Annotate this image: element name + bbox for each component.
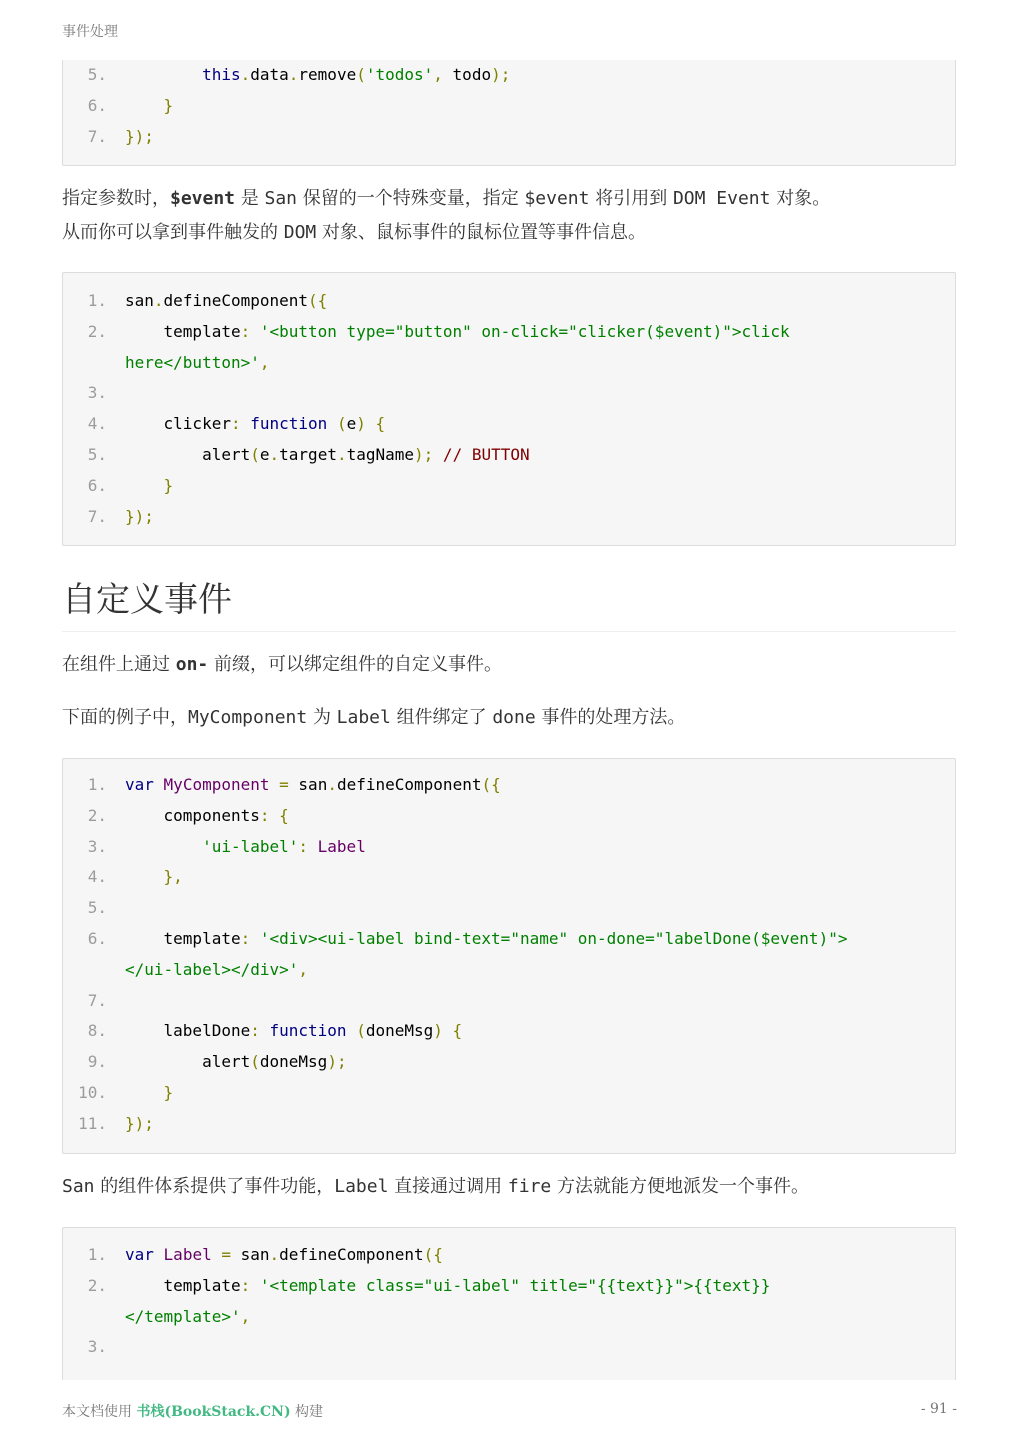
text: 方法就能方便地派发一个事件。 xyxy=(551,1176,809,1197)
code-block-3 xyxy=(62,758,956,1154)
code-content: template: '<template class="ui-label" title="{{text}}">{{text}} xyxy=(125,1275,771,1295)
line-number: 2. xyxy=(87,805,107,825)
code-text: Label xyxy=(336,707,391,728)
line-number: 6. xyxy=(87,95,107,115)
line-number: 2. xyxy=(87,321,107,341)
code-text: $event xyxy=(524,188,590,209)
text: 从而你可以拿到事件触发的 xyxy=(62,222,284,243)
code-line xyxy=(63,378,955,409)
code-line xyxy=(63,286,955,317)
code-content: this.data.remove('todos', todo); xyxy=(202,65,511,84)
paragraph-line xyxy=(62,216,956,250)
code-content: components: { xyxy=(125,805,289,825)
line-number: 11. xyxy=(78,1113,107,1133)
text: 对象。 xyxy=(770,188,831,209)
line-number xyxy=(63,348,107,379)
code-content: clicker: function (e) { xyxy=(125,414,386,434)
code-content: }); xyxy=(125,506,154,526)
code-content: } xyxy=(163,1082,174,1102)
code-content: var MyComponent = san.defineComponent({ xyxy=(125,775,501,794)
code-line xyxy=(63,1016,955,1047)
line-number: 9. xyxy=(87,1052,107,1072)
code-line xyxy=(63,986,955,1017)
text: 保留的一个特殊变量，指定 xyxy=(297,188,525,209)
line-number xyxy=(63,1302,107,1333)
code-line xyxy=(63,317,955,348)
code-line xyxy=(63,1047,955,1078)
code-line xyxy=(63,91,955,122)
footer-brand-link[interactable]: 书栈(BookStack.CN) xyxy=(136,1404,291,1420)
code-content: </ui-label></div>', xyxy=(125,959,309,979)
code-content: here</button>', xyxy=(125,352,270,372)
line-number: 6. xyxy=(87,928,107,948)
code-lines xyxy=(63,1240,955,1363)
code-content: alert(e.target.tagName); // BUTTON xyxy=(125,444,530,464)
line-number: 3. xyxy=(87,1337,107,1357)
line-number: 5. xyxy=(87,444,107,464)
code-text: MyComponent xyxy=(188,707,308,728)
line-number: 1. xyxy=(87,291,107,310)
text: 在组件上通过 xyxy=(62,654,176,675)
code-lines xyxy=(63,770,955,1140)
line-number: 2. xyxy=(87,1275,107,1295)
code-line xyxy=(63,502,955,533)
line-number: 6. xyxy=(87,475,107,495)
text: 对象、鼠标事件的鼠标位置等事件信息。 xyxy=(316,222,646,243)
text: 为 xyxy=(307,707,337,728)
code-content: template: '<button type="button" on-click="clicker($event)">click xyxy=(125,321,790,341)
code-line xyxy=(63,471,955,502)
paragraph-line xyxy=(62,182,956,216)
code-line xyxy=(63,1302,955,1333)
code-line xyxy=(63,1240,955,1271)
code-line xyxy=(63,893,955,924)
page-header-title: 事件处理 xyxy=(62,24,118,40)
footer-credit xyxy=(62,1401,323,1421)
code-content: labelDone: function (doneMsg) { xyxy=(125,1021,463,1041)
code-lines xyxy=(63,286,955,532)
line-number: 3. xyxy=(87,383,107,403)
line-number: 3. xyxy=(87,836,107,856)
code-content: }, xyxy=(163,867,183,887)
section-heading: 自定义事件 xyxy=(62,580,232,620)
code-text: $event xyxy=(170,188,236,209)
paragraph-event-param xyxy=(62,182,956,250)
code-line xyxy=(63,1109,955,1140)
paragraph-on-prefix xyxy=(62,648,956,682)
code-content: </template>', xyxy=(125,1306,251,1326)
text: 前缀，可以绑定组件的自定义事件。 xyxy=(208,654,502,675)
text: 的组件体系提供了事件功能， xyxy=(94,1176,335,1197)
code-lines xyxy=(63,60,955,152)
text: 是 xyxy=(235,188,265,209)
code-line xyxy=(63,348,955,379)
code-text: fire xyxy=(507,1176,552,1197)
code-line xyxy=(63,409,955,440)
code-content: template: '<div><ui-label bind-text="name" on-done="labelDone($event)"> xyxy=(125,928,848,948)
line-number: 1. xyxy=(87,1245,107,1264)
code-text: on- xyxy=(175,654,209,675)
code-line xyxy=(63,1078,955,1109)
heading-divider xyxy=(62,631,956,632)
line-number xyxy=(63,955,107,986)
line-number: 5. xyxy=(87,898,107,918)
code-line xyxy=(63,60,955,91)
page-number: - 91 - xyxy=(920,1401,957,1417)
code-text: DOM xyxy=(283,222,317,243)
text: 下面的例子中， xyxy=(62,707,188,728)
code-line xyxy=(63,122,955,153)
line-number: 7. xyxy=(87,506,107,526)
code-block-4 xyxy=(62,1227,956,1380)
line-number: 5. xyxy=(87,65,107,84)
code-line xyxy=(63,832,955,863)
line-number: 10. xyxy=(78,1082,107,1102)
code-block-1 xyxy=(62,60,956,166)
code-line xyxy=(63,770,955,801)
text: 指定参数时， xyxy=(62,188,170,209)
text: 直接通过调用 xyxy=(388,1176,508,1197)
code-content: } xyxy=(163,475,174,495)
line-number: 1. xyxy=(87,775,107,794)
code-content: var Label = san.defineComponent({ xyxy=(125,1245,443,1264)
line-number: 4. xyxy=(87,414,107,434)
code-line xyxy=(63,440,955,471)
code-content: alert(doneMsg); xyxy=(125,1052,347,1072)
text: 组件绑定了 xyxy=(390,707,493,728)
text: 将引用到 xyxy=(589,188,673,209)
code-line xyxy=(63,1332,955,1363)
footer-text: 构建 xyxy=(290,1404,324,1420)
line-number: 7. xyxy=(87,990,107,1010)
footer-text: 本文档使用 xyxy=(62,1404,137,1420)
code-line xyxy=(63,801,955,832)
code-content: }); xyxy=(125,1113,154,1133)
code-content: 'ui-label': Label xyxy=(202,836,366,856)
text: 事件的处理方法。 xyxy=(535,707,686,728)
code-content: }); xyxy=(125,126,154,146)
code-line xyxy=(63,862,955,893)
code-text: San xyxy=(62,1176,95,1197)
line-number: 8. xyxy=(87,1021,107,1041)
code-line xyxy=(63,955,955,986)
paragraph-fire xyxy=(62,1170,956,1204)
code-content: san.defineComponent({ xyxy=(125,291,328,310)
code-text: done xyxy=(492,707,536,728)
paragraph-example-intro xyxy=(62,701,956,735)
code-content: } xyxy=(163,95,174,115)
code-block-2 xyxy=(62,272,956,546)
line-number: 4. xyxy=(87,867,107,887)
code-line xyxy=(63,1271,955,1302)
code-line xyxy=(63,924,955,955)
line-number: 7. xyxy=(87,126,107,146)
code-text: San xyxy=(264,188,297,209)
code-text: Label xyxy=(334,1176,389,1197)
code-text: DOM Event xyxy=(672,188,771,209)
